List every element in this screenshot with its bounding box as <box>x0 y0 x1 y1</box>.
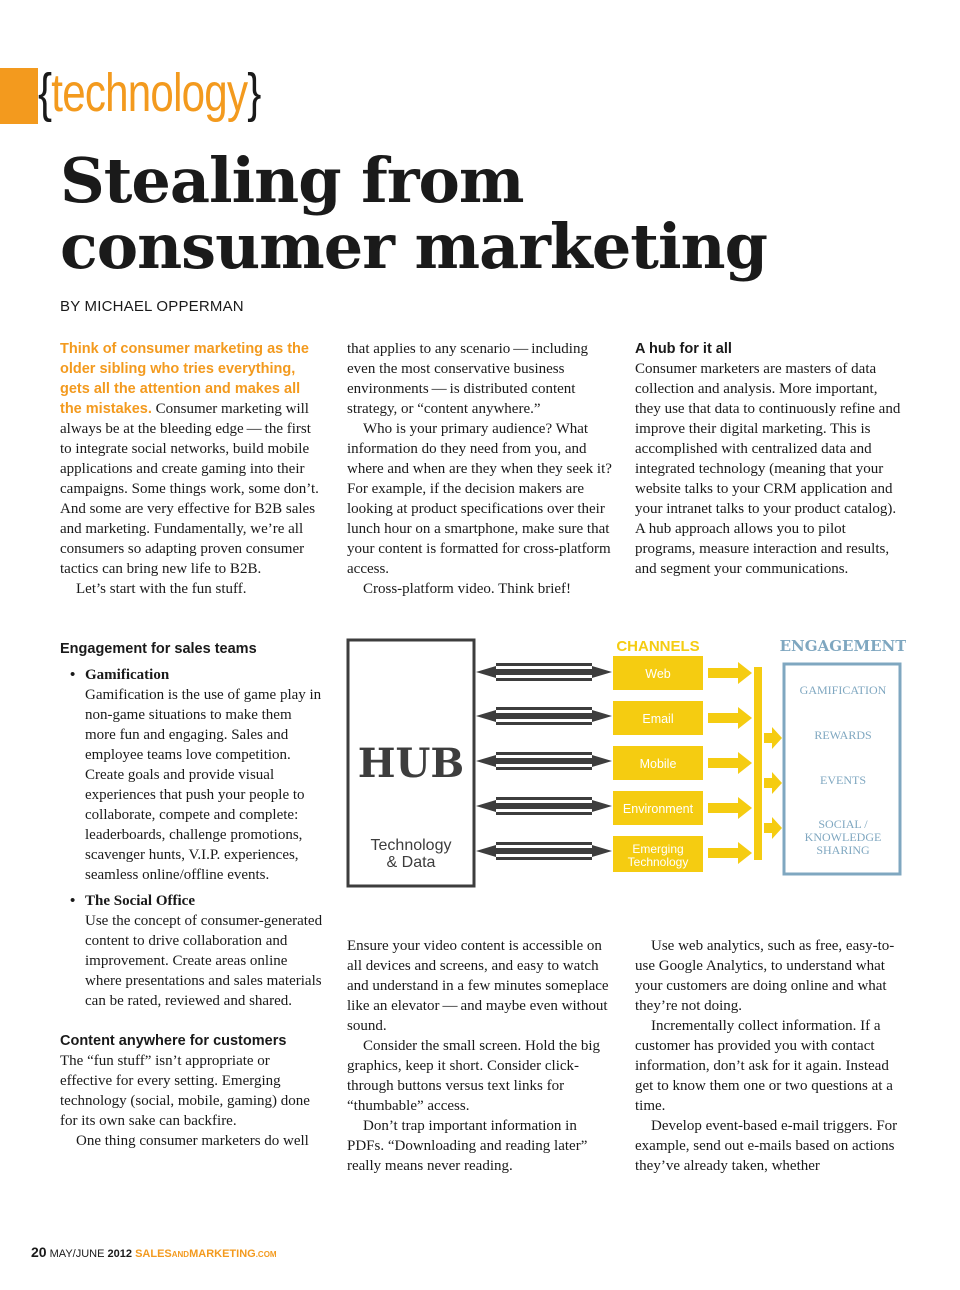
channel-label-mobile: Mobile <box>639 757 677 771</box>
section-label <box>38 58 261 128</box>
section-word: technology <box>51 63 248 123</box>
channel-label-web: Web <box>645 667 671 681</box>
double-arrow <box>476 663 612 681</box>
headline-line-1: Stealing from <box>60 144 524 217</box>
double-arrow <box>476 842 612 860</box>
engagement-item: SOCIAL / KNOWLEDGE SHARING <box>804 817 882 857</box>
paragraph: Cross-platform video. Think brief! <box>363 581 572 597</box>
paragraph: Who is your primary audience? What information do they need from you, and where and when are they when they seek it? For example, if the decision makers are looking at product specifications over their lunch hour on a smartphone, make sure that your content is formatted for cross-platform access. <box>347 421 612 577</box>
hub-title: HUB <box>357 740 465 787</box>
hub-channel-arrows <box>476 663 612 860</box>
subheading-content-anywhere: Content anywhere for customers <box>60 1033 287 1049</box>
bullet-dot: • <box>70 892 76 909</box>
column-3-bottom <box>635 936 907 1176</box>
channel-engagement-arrows <box>708 662 782 864</box>
issue-year: 2012 <box>107 1248 132 1260</box>
issue-month: MAY/JUNE <box>49 1248 105 1260</box>
arrow-right <box>764 817 782 839</box>
double-arrow <box>476 752 612 770</box>
paragraph: Don’t trap important information in PDFs. “Downloading and reading later” really means never reading. <box>347 1118 588 1174</box>
arrow-right <box>708 707 752 729</box>
engagement-item: REWARDS <box>814 728 872 742</box>
paragraph: The “fun stuff” isn’t appropriate or effective for every setting. Emerging technology (social, mobile, gaming) done for its own sake can backfire. <box>60 1053 310 1129</box>
channel-label-environment: Environment <box>622 802 694 816</box>
hub-subtitle-1: Technology <box>370 837 452 854</box>
channel-label-emerging-technology: Emerging Technology <box>627 842 689 869</box>
paragraph: Consider the small screen. Hold the big graphics, keep it short. Consider click-through buttons versus text links for “thumbable” access. <box>347 1038 601 1114</box>
bullet-item-social-office <box>60 891 325 1011</box>
bullet-item-gamification <box>60 665 325 885</box>
column-1-bottom <box>60 639 325 1151</box>
section-accent-bar <box>0 68 38 124</box>
bullet-dot: • <box>70 666 76 683</box>
double-arrow <box>476 707 612 725</box>
byline: BY MICHAEL OPPERMAN <box>60 298 244 315</box>
paragraph: Incrementally collect information. If a customer has provided you with contact information, don’t ask for it again. Instead get to know them one or two questions at a time. <box>635 1018 893 1114</box>
arrow-right <box>708 662 752 684</box>
paragraph: One thing consumer marketers do well <box>76 1133 309 1149</box>
bullet-list <box>60 665 325 1011</box>
column-2-bottom <box>347 936 609 1176</box>
page-footer <box>31 1244 277 1260</box>
paragraph: Ensure your video content is accessible on all devices and screens, and easy to watch and understand in a few minutes someplace like an elevator — and maybe even without sound. <box>347 938 609 1034</box>
paragraph: Develop event-based e-mail triggers. For example, send out e-mails based on actions they’ve already taken, whether <box>635 1118 898 1174</box>
engagement-title: ENGAGEMENT <box>779 637 906 655</box>
bracket-bar <box>754 667 762 860</box>
hub-subtitle-2: & Data <box>386 854 436 871</box>
bullet-title: The Social Office <box>85 893 195 909</box>
publication-brand: SALESANDMARKETING.COM <box>135 1248 277 1260</box>
channels-title: CHANNELS <box>616 638 700 655</box>
arrow-right <box>764 727 782 749</box>
column-1-top <box>60 339 322 599</box>
engagement-item: EVENTS <box>820 773 866 787</box>
engagement-item: GAMIFICATION <box>799 683 887 697</box>
subheading-hub: A hub for it all <box>635 341 732 357</box>
channel-label-email: Email <box>642 712 674 726</box>
intro-text: Consumer marketing will always be at the bleeding edge — the first to integrate social networks, build mobile applications and create gaming into their campaigns. Some things work, some don’t. And some are very effective for B2B sales and marketing. Fundamentally, we’re all consumers so adapting proven consumer tactics can bring new life to B2B. <box>60 401 319 577</box>
section-brace-open: { <box>38 63 52 123</box>
paragraph: Consumer marketers are masters of data collection and analysis. More important, they use that data to continuously refine and improve their digital marketing. This is accomplished with centralized data and integrated technology (meaning that your website talks to your CRM application and your intranet talks to your product catalog). A hub approach allows you to pilot programs, measure interaction and results, and segment your communications. <box>635 361 901 577</box>
paragraph: that applies to any scenario — including even the most conservative business environments — is distributed content strategy, or “content anywhere.” <box>347 341 588 417</box>
intro-paragraph <box>60 339 322 579</box>
column-2-top <box>347 339 617 599</box>
hub-channels-engagement-diagram <box>346 634 906 896</box>
paragraph: Use web analytics, such as free, easy-to-use Google Analytics, to understand what your customers are doing online and what they’re not doing. <box>635 938 895 1014</box>
paragraph: Let’s start with the fun stuff. <box>76 581 247 597</box>
bullet-text: Use the concept of consumer-generated content to drive collaboration and improvement. Create areas online where presentations and sales materials can be rated, reviewed and shared. <box>85 913 323 1009</box>
page-number: 20 <box>31 1244 47 1260</box>
lead-in: Think of consumer marketing as the older sibling who tries everything, gets all the attention and makes all the mistakes. <box>60 341 309 417</box>
subheading-engagement: Engagement for sales teams <box>60 641 257 657</box>
channel-boxes <box>613 656 703 872</box>
headline-line-2: consumer marketing <box>60 210 767 283</box>
article-headline <box>60 144 767 283</box>
column-3-top <box>635 339 905 579</box>
bullet-text: Gamification is the use of game play in non-game situations to make them more fun and engaging. Sales and employee teams love competition. Create goals and provide visual experiences that push your people to collaborate, compete and complete: leaderboards, challenge promotions, scavenger hunts, V.I.P. experiences, seamless online/offline events. <box>85 687 322 883</box>
bullet-title: Gamification <box>85 667 170 683</box>
arrow-right <box>708 842 752 864</box>
arrow-right <box>708 797 752 819</box>
arrow-right <box>708 752 752 774</box>
section-brace-close: } <box>247 63 261 123</box>
double-arrow <box>476 797 612 815</box>
arrow-right <box>764 772 782 794</box>
